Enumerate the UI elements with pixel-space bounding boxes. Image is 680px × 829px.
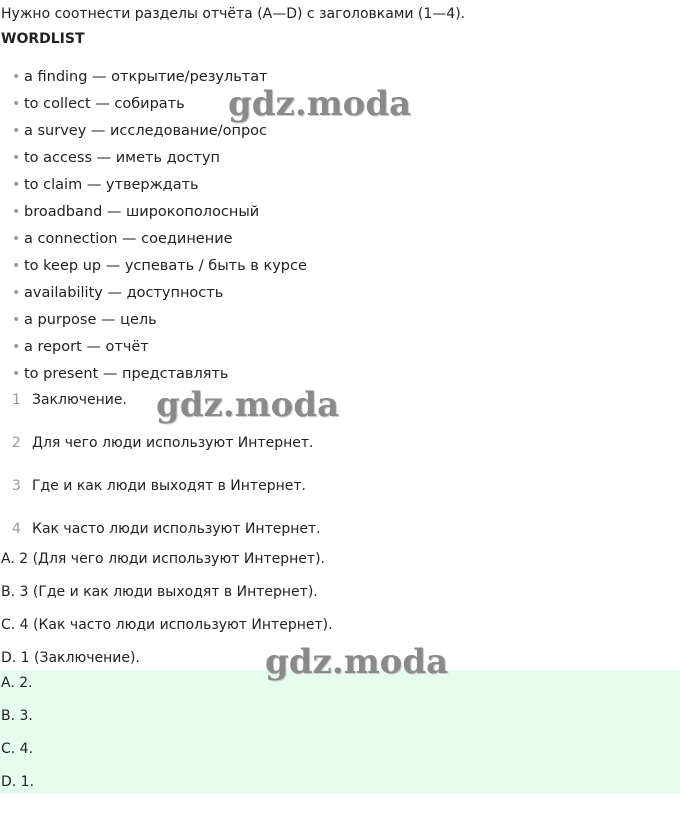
list-item [0,336,307,363]
list-item [0,228,307,255]
heading-text: Как часто люди используют Интернет. [32,521,321,537]
bullet-icon: • [12,366,21,382]
watermark: gdz.moda [156,385,340,425]
heading-text: Заключение. [32,392,127,408]
list-item [0,147,307,174]
list-item-text: to claim — утверждать [24,177,199,193]
bullet-icon: • [12,69,21,85]
bullet-icon: • [12,123,21,139]
bullet-icon: • [12,312,21,328]
match-line: D. 1 (Заключение). [1,650,140,666]
list-item-text: a finding — открытие/результат [24,69,268,85]
bullet-icon: • [12,96,21,112]
list-item-text: a survey — исследование/опрос [24,123,267,139]
list-item-text: a purpose — цель [24,312,157,328]
bullet-icon: • [12,204,21,220]
list-item-text: availability — доступность [24,285,224,301]
list-item-text: to present — представлять [24,366,229,382]
bullet-icon: • [12,150,21,166]
bullet-icon: • [12,285,21,301]
match-line: B. 3 (Где и как люди выходят в Интернет). [1,584,318,600]
bullet-icon: • [12,177,21,193]
bullet-icon: • [12,339,21,355]
watermark: gdz.moda [265,642,449,682]
list-item [0,255,307,282]
list-item [0,309,307,336]
list-item [0,120,307,147]
bullet-icon: • [12,231,21,247]
list-item-text: a connection — соединение [24,231,233,247]
match-line: C. 4 (Как часто люди используют Интернет). [1,617,333,633]
list-item [0,282,307,309]
heading-number: 4 [12,521,21,537]
wordlist-heading: WORDLIST [1,31,85,47]
list-item-text: broadband — широкополосный [24,204,260,220]
heading-number: 2 [12,435,21,451]
list-item-text: to access — иметь доступ [24,150,221,166]
list-item-text: to keep up — успевать / быть в курсе [24,258,307,274]
answer-line: C. 4. [1,741,34,757]
heading-text: Для чего люди используют Интернет. [32,435,314,451]
answer-line: A. 2. [1,675,33,691]
task-instruction: Нужно соотнести разделы отчёта (A—D) с заголовками (1—4). [1,6,466,22]
answer-line: B. 3. [1,708,33,724]
watermark: gdz.moda [228,84,412,124]
bullet-icon: • [12,258,21,274]
list-item-text: a report — отчёт [24,339,149,355]
answer-line: D. 1. [1,774,35,790]
answer-box [0,670,680,794]
heading-text: Где и как люди выходят в Интернет. [32,478,306,494]
list-item-text: to collect — собирать [24,96,185,112]
heading-number: 3 [12,478,21,494]
heading-number: 1 [12,392,21,408]
match-line: A. 2 (Для чего люди используют Интернет). [1,551,325,567]
list-item [0,201,307,228]
list-item [0,174,307,201]
